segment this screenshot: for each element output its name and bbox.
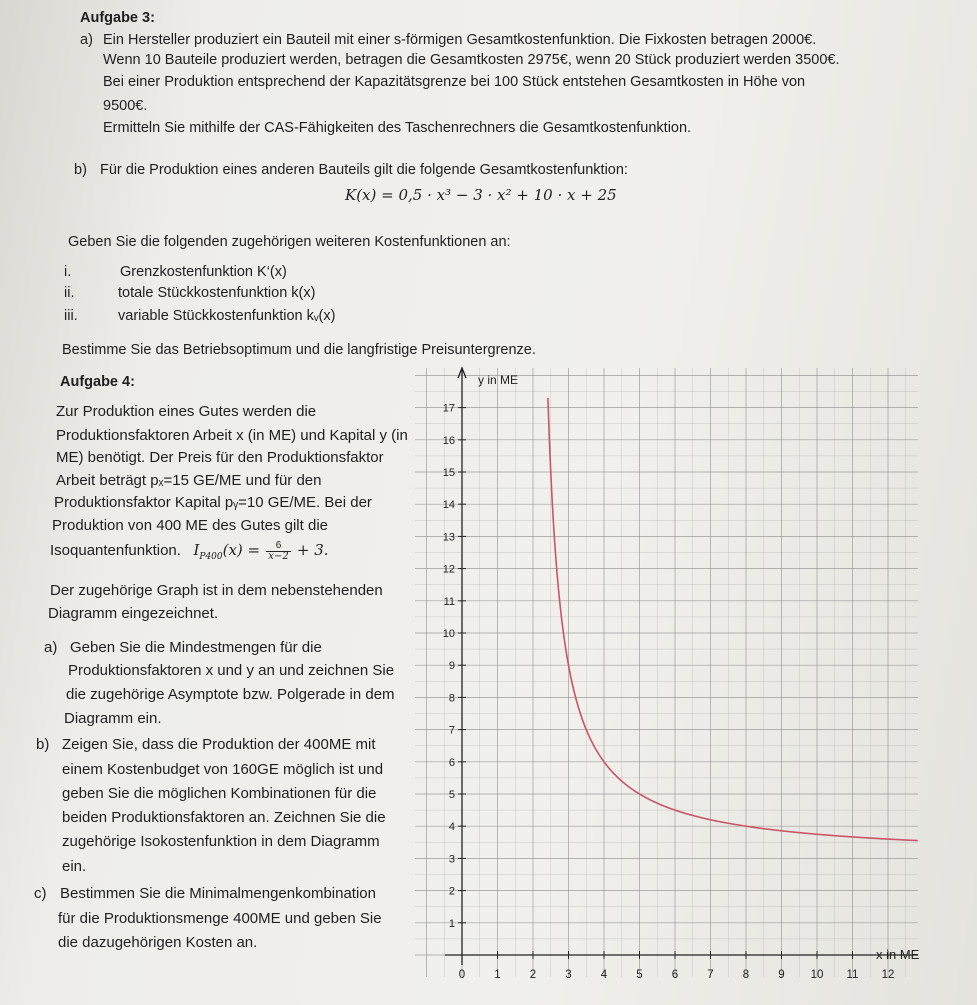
isoquant-variable: (x) = — [222, 541, 261, 559]
x-tick-label: 6 — [671, 969, 679, 981]
task4-heading: Aufgabe 4: — [60, 374, 135, 390]
y-axis-label: y in ME — [478, 373, 519, 387]
y-tick-label: 12 — [442, 563, 455, 576]
y-tick-label: 16 — [442, 434, 455, 447]
y-tick-label: 10 — [442, 628, 455, 640]
isoquant-subscript: P400 — [199, 552, 223, 562]
y-tick-label: 13 — [442, 531, 455, 544]
x-tick-label: 0 — [458, 969, 466, 981]
fraction-denominator: x−2 — [268, 550, 289, 562]
task4-b-line: einem Kostenbudget von 160GE möglich ist und — [62, 761, 384, 778]
y-tick-label: 17 — [442, 402, 455, 415]
task4-b-line: zugehörige Isokostenfunktion in dem Diagramm — [62, 833, 380, 850]
graph-note-line: Diagramm eingezeichnet. — [48, 605, 219, 622]
isoquant-curve — [548, 398, 918, 841]
task3-a-line: Ermitteln Sie mithilfe der CAS-Fähigkeiten des Taschenrechners die Gesamtkostenfunktion. — [103, 120, 692, 136]
task4-intro-line: Produktion von 400 ME des Gutes gilt die — [52, 517, 328, 534]
task4-intro-line: Arbeit beträgt pₓ=15 GE/ME und für den — [56, 472, 322, 489]
y-tick-label: 2 — [448, 885, 455, 898]
task4-b-line: Zeigen Sie, dass die Produktion der 400ME mit — [62, 736, 376, 753]
fraction-numerator: 6 — [266, 541, 290, 552]
y-tick-label: 14 — [442, 499, 455, 512]
x-tick-label: 12 — [881, 969, 895, 981]
x-tick-label: 9 — [778, 969, 785, 981]
y-tick-label: 15 — [442, 467, 455, 479]
y-tick-label: 9 — [448, 660, 455, 673]
task4-intro-line: Produktionsfaktor Kapital pᵧ=10 GE/ME. Bei der — [54, 494, 372, 511]
x-tick-label: 1 — [494, 969, 501, 981]
task4-c-line: für die Produktionsmenge 400ME und geben Sie — [58, 910, 382, 927]
x-tick-label: 2 — [529, 969, 537, 981]
x-tick-label: 5 — [636, 969, 643, 981]
list-item-text: totale Stückkostenfunktion k(x) — [118, 285, 316, 301]
task4-b-line: geben Sie die möglichen Kombinationen für die — [62, 785, 377, 802]
list-item-text: variable Stückkostenfunktion kᵥ(x) — [118, 308, 336, 324]
cost-function-formula: K(x) = 0,5 · x³ − 3 · x² + 10 · x + 25 — [345, 186, 617, 204]
list-item-number: i. — [64, 264, 72, 280]
task3-a-line: Bei einer Produktion entsprechend der Kapazitätsgrenze bei 100 Stück entstehen Gesamtkosten in Höhe von — [103, 74, 806, 90]
isoquant-label: Isoquantenfunktion. — [50, 542, 181, 559]
y-tick-label: 4 — [448, 821, 455, 834]
task4-a-marker: a) — [44, 639, 58, 656]
task4-c-marker: c) — [34, 885, 47, 902]
graph-note-line: Der zugehörige Graph ist in dem nebenstehenden — [50, 582, 383, 599]
x-tick-label: 8 — [742, 969, 750, 981]
isoquant-tail: + 3. — [296, 541, 329, 559]
task3-b-marker: b) — [74, 162, 87, 178]
task3-heading: Aufgabe 3: — [80, 10, 155, 26]
x-tick-label: 11 — [846, 969, 859, 981]
task4-b-marker: b) — [36, 736, 50, 753]
task3-b-intro: Für die Produktion eines anderen Bauteils gilt die folgende Gesamtkostenfunktion: — [100, 162, 628, 178]
x-tick-label: 3 — [565, 969, 572, 981]
task4-intro-line: ME) benötigt. Der Preis für den Produktionsfaktor — [56, 449, 384, 466]
y-tick-label: 8 — [448, 692, 455, 705]
task3-given: Geben Sie die folgenden zugehörigen weiteren Kostenfunktionen an: — [68, 234, 511, 250]
task3-a-line: Wenn 10 Bauteile produziert werden, betragen die Gesamtkosten 2975€, wenn 20 Stück produziert werden 3500€. — [103, 52, 840, 68]
task4-intro-line: Zur Produktion eines Gutes werden die — [56, 403, 317, 420]
task4-c-line: Bestimmen Sie die Minimalmengenkombination — [60, 885, 376, 902]
y-tick-label: 3 — [448, 853, 455, 866]
task4-a-line: Produktionsfaktoren x und y an und zeichnen Sie — [68, 662, 395, 679]
isoquant-lhs: I — [193, 541, 200, 559]
y-tick-label: 1 — [448, 917, 455, 930]
task4-b-line: beiden Produktionsfaktoren an. Zeichnen Sie die — [62, 809, 386, 826]
y-tick-label: 6 — [448, 756, 455, 769]
task4-a-line: Geben Sie die Mindestmengen für die — [70, 639, 322, 656]
task3-a-line: Ein Hersteller produziert ein Bauteil mit einer s-förmigen Gesamtkostenfunktion. Die Fixkosten betragen 2000€. — [103, 32, 817, 48]
x-tick-label: 7 — [707, 969, 714, 981]
y-tick-label: 11 — [443, 595, 455, 608]
task3-a-marker: a) — [80, 32, 93, 48]
task3-a-line: 9500€. — [103, 98, 148, 114]
y-tick-label: 7 — [448, 724, 455, 737]
task4-b-line: ein. — [62, 858, 87, 875]
task4-a-line: Diagramm ein. — [64, 710, 162, 727]
task4-a-line: die zugehörige Asymptote bzw. Polgerade in dem — [66, 686, 395, 703]
task4-c-line: die dazugehörigen Kosten an. — [58, 934, 258, 951]
list-item-number: iii. — [64, 308, 78, 324]
x-tick-label: 10 — [810, 969, 824, 981]
x-tick-label: 4 — [600, 969, 608, 981]
y-tick-label: 5 — [448, 789, 455, 801]
x-axis-label: x in ME — [876, 947, 920, 962]
list-item-number: ii. — [64, 285, 75, 301]
task3-final: Bestimme Sie das Betriebsoptimum und die langfristige Preisuntergrenze. — [62, 342, 536, 358]
task4-intro-line: Produktionsfaktoren Arbeit x (in ME) und Kapital y (in — [56, 427, 408, 444]
list-item-text: Grenzkostenfunktion K‘(x) — [120, 264, 287, 280]
